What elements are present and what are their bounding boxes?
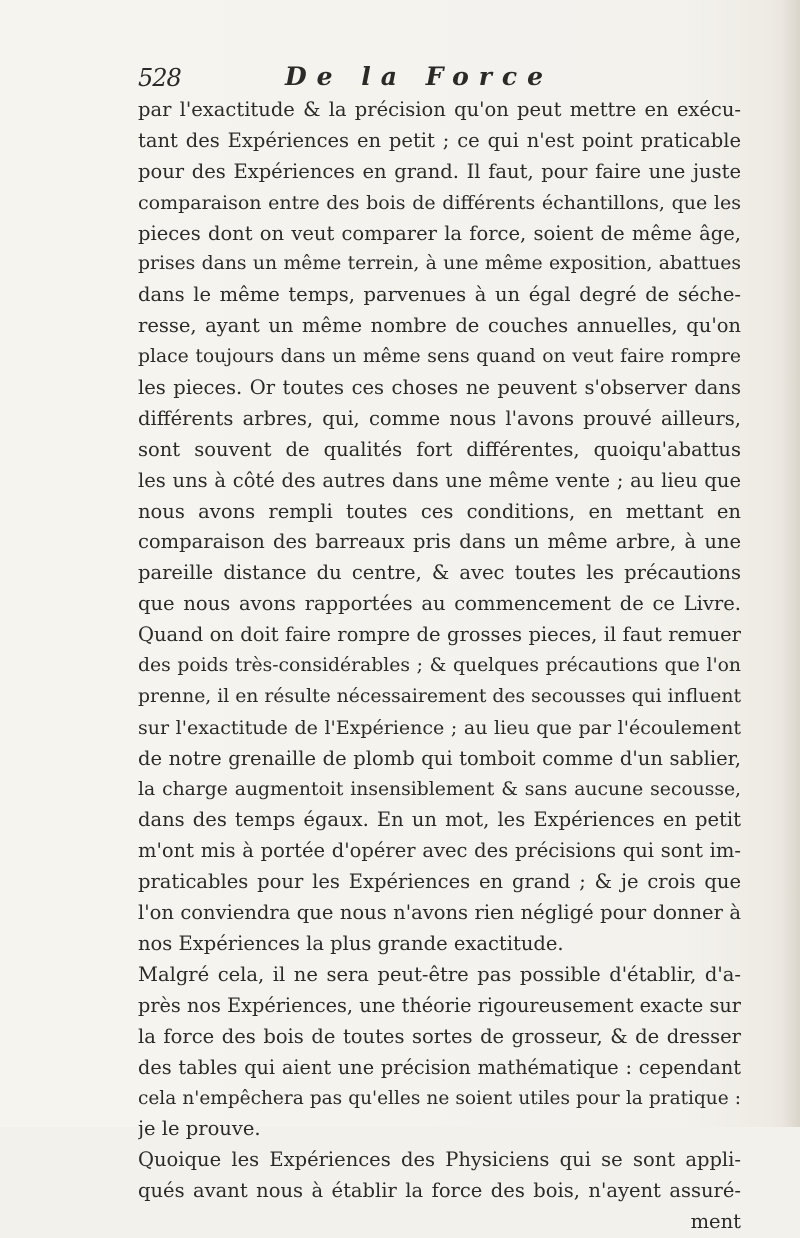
- text-line: comparaison entre des bois de différents échantillons, que les: [138, 191, 741, 214]
- text-line: pieces dont on veut comparer la force, soient de même âge,: [138, 221, 741, 245]
- text-line: place toujours dans un même sens quand on veut faire rompre: [138, 346, 741, 368]
- text-line: je le prouve.: [138, 1117, 261, 1141]
- text-line: Quoique les Expériences des Physiciens qui se sont appli-: [138, 1148, 741, 1172]
- text-line: nous avons rempli toutes ces conditions, en mettant en: [138, 499, 741, 523]
- text-line: la force des bois de toutes sortes de grosseur, & de dresser: [138, 1024, 741, 1048]
- text-line: pareille distance du centre, & avec toutes les précautions: [138, 561, 741, 585]
- page-number: 528: [138, 64, 181, 92]
- text-line: les pieces. Or toutes ces choses ne peuvent s'observer dans: [138, 376, 741, 400]
- text-line: comparaison des barreaux pris dans un même arbre, à une: [138, 530, 741, 554]
- body-text: [138, 95, 741, 1238]
- text-line: par l'exactitude & la précision qu'on peut mettre en exécu-: [138, 98, 741, 121]
- text-line: sont souvent de qualités fort différentes, quoiqu'abattus: [138, 437, 741, 461]
- text-line: qués avant nous à établir la force des bois, n'ayent assuré-: [138, 1179, 741, 1203]
- text-line: pour des Expériences en grand. Il faut, pour faire une juste: [138, 159, 741, 183]
- text-line: les uns à côté des autres dans une même vente ; au lieu que: [138, 468, 741, 492]
- text-line: nos Expériences la plus grande exactitude.: [138, 932, 564, 956]
- text-line: différents arbres, qui, comme nous l'avons prouvé ailleurs,: [138, 406, 741, 430]
- text-line: praticables pour les Expériences en grand ; & je crois que: [138, 870, 741, 894]
- text-line: prises dans un même terrein, à une même exposition, abattues: [138, 253, 741, 275]
- text-line: Malgré cela, il ne sera peut-être pas possible d'établir, d'a-: [138, 962, 741, 986]
- text-line: m'ont mis à portée d'opérer avec des précisions qui sont im-: [138, 839, 741, 863]
- text-line: prenne, il en résulte nécessairement des secousses qui influent: [138, 685, 741, 707]
- text-line: resse, ayant un même nombre de couches annuelles, qu'on: [138, 314, 741, 338]
- page-edge-shadow: [782, 0, 800, 1127]
- text-line: cela n'empêchera pas qu'elles ne soient utiles pour la pratique :: [138, 1087, 741, 1109]
- page-header: [138, 62, 738, 96]
- text-line: des poids très-considérables ; & quelques précautions que l'on: [138, 655, 741, 677]
- text-line: que nous avons rapportées au commencement de ce Livre.: [138, 592, 741, 616]
- text-line: des tables qui aient une précision mathématique : cependant: [138, 1055, 741, 1079]
- text-line: tant des Expériences en petit ; ce qui n'est point praticable: [138, 128, 741, 152]
- text-line: dans des temps égaux. En un mot, les Expériences en petit: [138, 808, 741, 832]
- text-line: la charge augmentoit insensiblement & sans aucune secousse,: [138, 778, 741, 800]
- catchword: ment: [690, 1210, 741, 1234]
- text-line: de notre grenaille de plomb qui tomboit comme d'un sablier,: [138, 746, 741, 770]
- text-line: l'on conviendra que nous n'avons rien négligé pour donner à: [138, 901, 741, 925]
- text-line: Quand on doit faire rompre de grosses pieces, il faut remuer: [138, 623, 741, 647]
- text-line: dans le même temps, parvenues à un égal degré de séche-: [138, 283, 741, 307]
- text-line: près nos Expériences, une théorie rigoureusement exacte sur: [138, 993, 741, 1017]
- text-line: sur l'exactitude de l'Expérience ; au lieu que par l'écoulement: [138, 716, 741, 739]
- running-title: De la Force: [285, 62, 554, 91]
